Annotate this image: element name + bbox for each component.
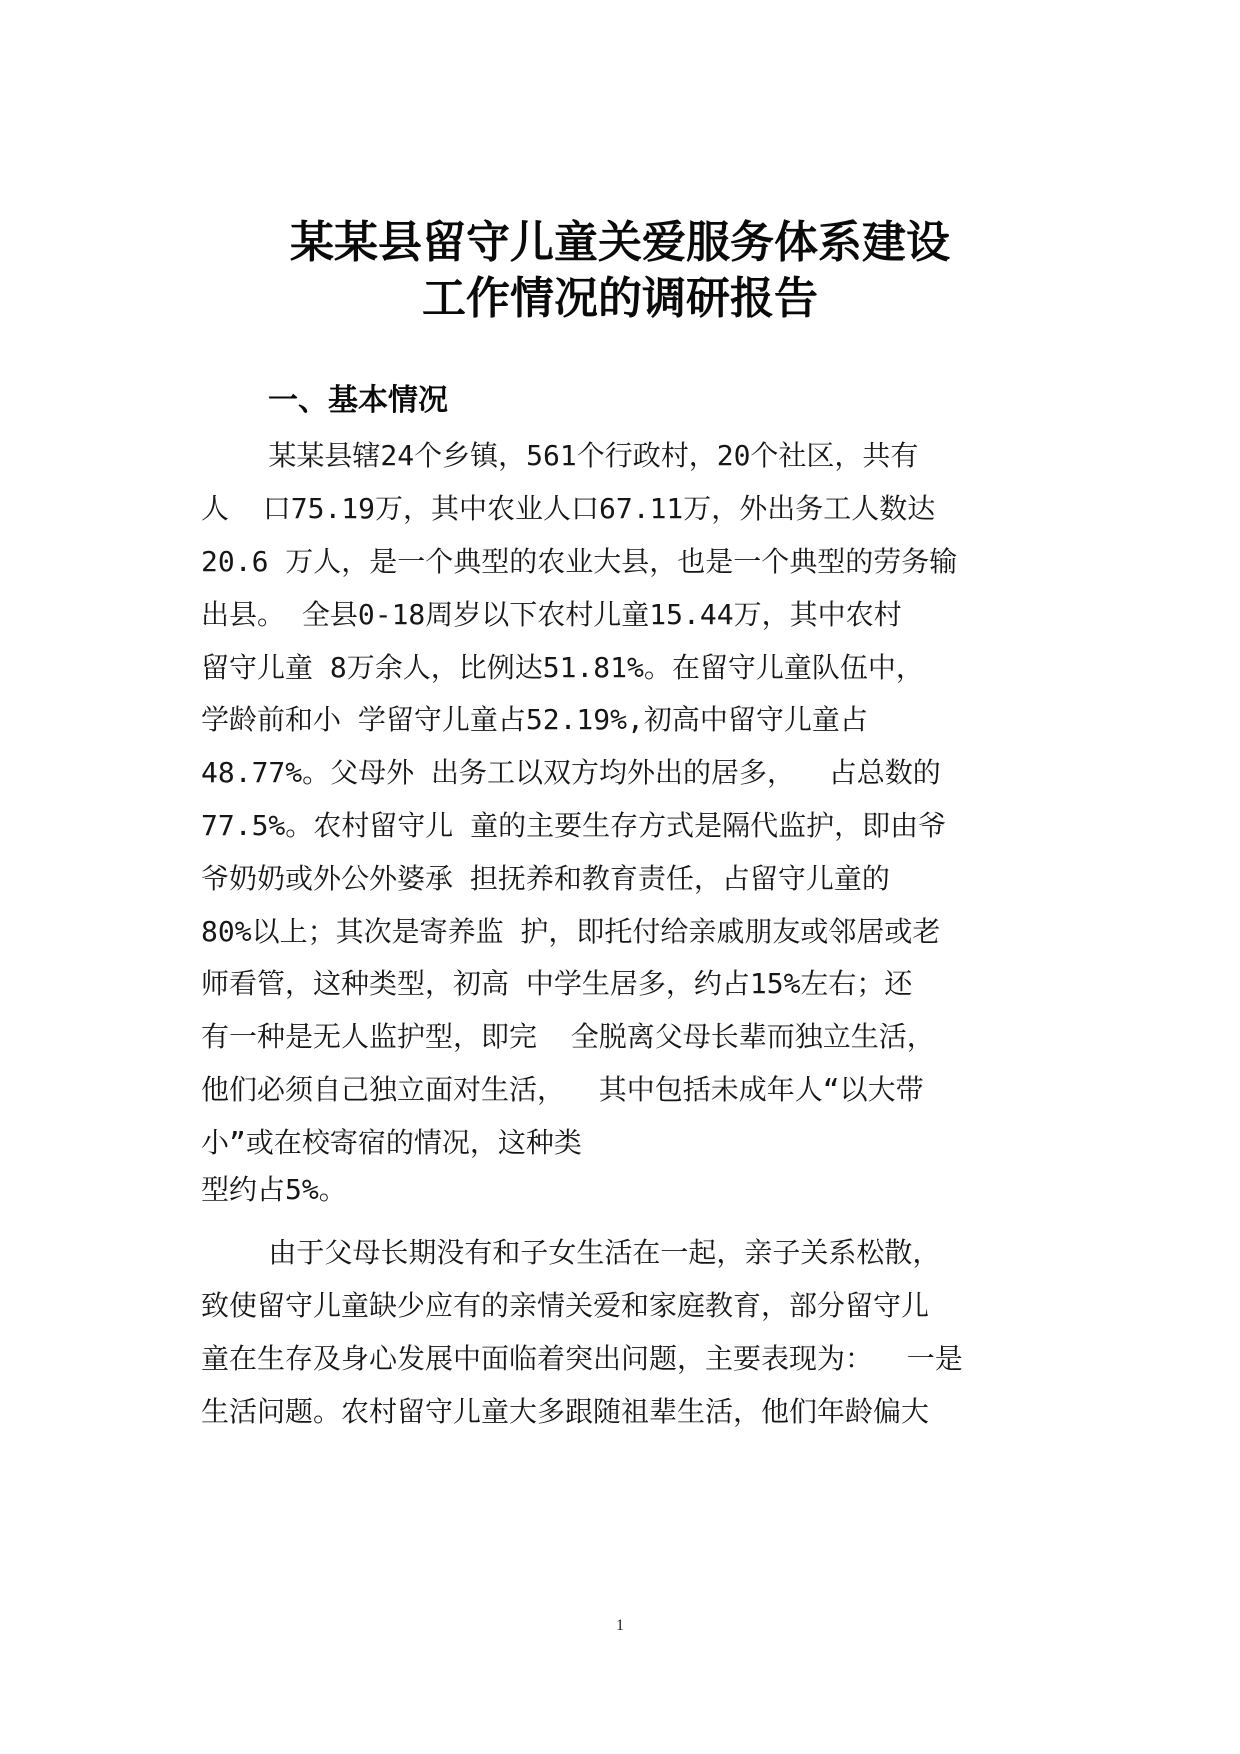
paragraph-line: 留守儿童 8万余人，比例达51.81%。在留守儿童队伍中，: [201, 651, 924, 684]
section-heading: 一、基本情况: [268, 383, 448, 418]
paragraph-line: 有一种是无人监护型，即完 全脱离父母长辈而独立生活，: [201, 1020, 935, 1053]
paragraph-line: 型约占5%。: [201, 1173, 347, 1206]
paragraph-line: 出县。 全县0-18周岁以下农村儿童15.44万，其中农村: [201, 598, 902, 631]
paragraph-line: 生活问题。农村留守儿童大多跟随祖辈生活，他们年龄偏大: [201, 1395, 930, 1428]
paragraph-line: 童在生存及身心发展中面临着突出问题，主要表现为： 一是: [201, 1342, 963, 1375]
paragraph-line: 77.5%。农村留守儿 童的主要生存方式是隔代监护，即由爷: [201, 809, 947, 842]
paragraph-line: 小”或在校寄宿的情况，这种类: [201, 1126, 582, 1159]
paragraph-line: 80%以上；其次是寄养监 护，即托付给亲戚朋友或邻居或老: [201, 915, 941, 948]
paragraph-line: 由于父母长期没有和子女生活在一起，亲子关系松散，: [201, 1236, 941, 1269]
paragraph-line: 致使留守儿童缺少应有的亲情关爱和家庭教育，部分留守儿: [201, 1289, 930, 1322]
paragraph-line: 学龄前和小 学留守儿童占52.19%,初高中留守儿童占: [201, 703, 868, 736]
document-title-line-1: 某某县留守儿童关爱服务体系建设: [290, 217, 950, 268]
paragraph-line: 师看管，这种类型，初高 中学生居多，约占15%左右；还: [201, 967, 913, 1000]
paragraph-line: 人 口75.19万，其中农业人口67.11万，外出务工人数达: [201, 492, 936, 525]
paragraph-line: 20.6 万人，是一个典型的农业大县，也是一个典型的劳务输: [201, 545, 958, 578]
paragraph-line: 48.77%。父母外 出务工以双方均外出的居多， 占总数的: [201, 756, 941, 789]
paragraph-line: 他们必须自己独立面对生活， 其中包括未成年人“以大带: [201, 1073, 924, 1106]
page-number: 1: [616, 1617, 624, 1634]
document-title-line-2: 工作情况的调研报告: [422, 273, 818, 324]
paragraph-line: 某某县辖24个乡镇，561个行政村，20个社区，共有: [201, 439, 919, 472]
paragraph-line: 爷奶奶或外公外婆承 担抚养和教育责任，占留守儿童的: [201, 862, 890, 895]
